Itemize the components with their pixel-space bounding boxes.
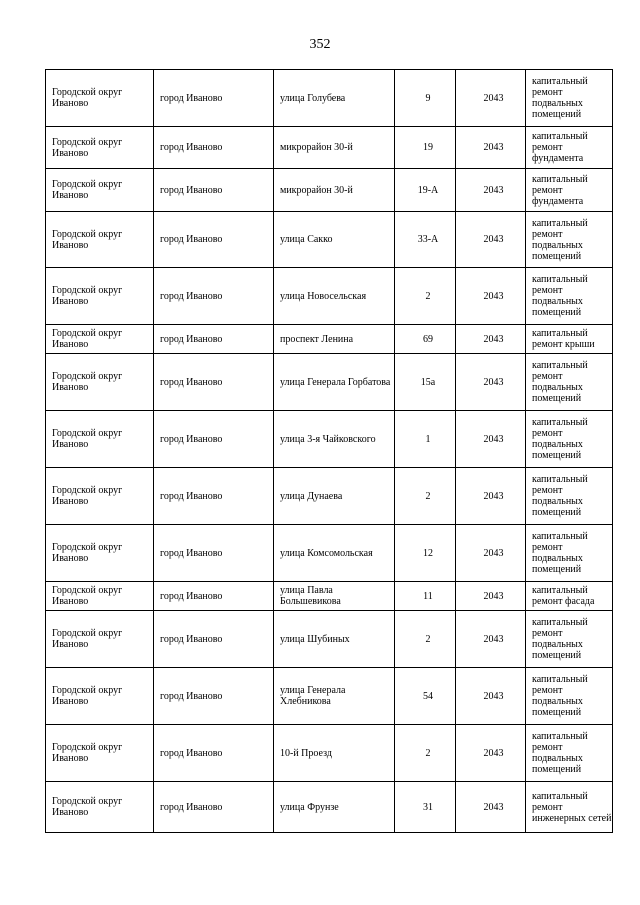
district-cell: Городской округ Иваново (46, 668, 154, 725)
year-cell: 2043 (456, 525, 526, 582)
table-row (46, 582, 613, 611)
city-cell: город Иваново (154, 169, 274, 212)
city-cell: город Иваново (154, 411, 274, 468)
street-cell: улица Новосельская (274, 268, 395, 325)
city-cell: город Иваново (154, 525, 274, 582)
table-row (46, 468, 613, 525)
registry-table (45, 69, 613, 833)
city-cell: город Иваново (154, 611, 274, 668)
street-cell: 10-й Проезд (274, 725, 395, 782)
house-number-cell: 2 (395, 725, 456, 782)
work-type-cell: капитальный ремонт подвальных помещений (526, 668, 613, 725)
year-cell: 2043 (456, 668, 526, 725)
work-type-cell: капитальный ремонт крыши (526, 325, 613, 354)
table-row (46, 725, 613, 782)
house-number-cell: 54 (395, 668, 456, 725)
house-number-cell: 19 (395, 127, 456, 169)
house-number-cell: 12 (395, 525, 456, 582)
work-type-cell: капитальный ремонт фасада (526, 582, 613, 611)
work-type-cell: капитальный ремонт подвальных помещений (526, 411, 613, 468)
work-type-cell: капитальный ремонт подвальных помещений (526, 611, 613, 668)
table-row (46, 70, 613, 127)
district-cell: Городской округ Иваново (46, 782, 154, 833)
year-cell: 2043 (456, 325, 526, 354)
year-cell: 2043 (456, 582, 526, 611)
city-cell: город Иваново (154, 668, 274, 725)
street-cell: улица Комсомольская (274, 525, 395, 582)
year-cell: 2043 (456, 127, 526, 169)
district-cell: Городской округ Иваново (46, 354, 154, 411)
year-cell: 2043 (456, 411, 526, 468)
house-number-cell: 2 (395, 611, 456, 668)
house-number-cell: 69 (395, 325, 456, 354)
house-number-cell: 19-А (395, 169, 456, 212)
year-cell: 2043 (456, 354, 526, 411)
district-cell: Городской округ Иваново (46, 212, 154, 268)
work-type-cell: капитальный ремонт подвальных помещений (526, 354, 613, 411)
district-cell: Городской округ Иваново (46, 468, 154, 525)
registry-table-body (46, 70, 613, 833)
work-type-cell: капитальный ремонт фундамента (526, 169, 613, 212)
street-cell: улица Сакко (274, 212, 395, 268)
district-cell: Городской округ Иваново (46, 611, 154, 668)
street-cell: микрорайон 30-й (274, 127, 395, 169)
work-type-cell: капитальный ремонт подвальных помещений (526, 70, 613, 127)
house-number-cell: 9 (395, 70, 456, 127)
city-cell: город Иваново (154, 212, 274, 268)
year-cell: 2043 (456, 468, 526, 525)
table-row (46, 268, 613, 325)
street-cell: улица Голубева (274, 70, 395, 127)
table-row (46, 169, 613, 212)
city-cell: город Иваново (154, 468, 274, 525)
work-type-cell: капитальный ремонт подвальных помещений (526, 725, 613, 782)
street-cell: улица Генерала Хлебникова (274, 668, 395, 725)
city-cell: город Иваново (154, 268, 274, 325)
table-row (46, 411, 613, 468)
table-row (46, 212, 613, 268)
district-cell: Городской округ Иваново (46, 70, 154, 127)
street-cell: микрорайон 30-й (274, 169, 395, 212)
district-cell: Городской округ Иваново (46, 325, 154, 354)
city-cell: город Иваново (154, 325, 274, 354)
city-cell: город Иваново (154, 127, 274, 169)
city-cell: город Иваново (154, 725, 274, 782)
city-cell: город Иваново (154, 70, 274, 127)
house-number-cell: 33-А (395, 212, 456, 268)
work-type-cell: капитальный ремонт инженерных сетей (526, 782, 613, 833)
street-cell: улица Генерала Горбатова (274, 354, 395, 411)
year-cell: 2043 (456, 268, 526, 325)
street-cell: улица Дунаева (274, 468, 395, 525)
work-type-cell: капитальный ремонт подвальных помещений (526, 468, 613, 525)
district-cell: Городской округ Иваново (46, 169, 154, 212)
district-cell: Городской округ Иваново (46, 525, 154, 582)
house-number-cell: 2 (395, 468, 456, 525)
work-type-cell: капитальный ремонт подвальных помещений (526, 212, 613, 268)
table-row (46, 127, 613, 169)
table-row (46, 525, 613, 582)
table-row (46, 782, 613, 833)
table-row (46, 325, 613, 354)
table-row (46, 668, 613, 725)
year-cell: 2043 (456, 212, 526, 268)
year-cell: 2043 (456, 782, 526, 833)
district-cell: Городской округ Иваново (46, 411, 154, 468)
work-type-cell: капитальный ремонт фундамента (526, 127, 613, 169)
district-cell: Городской округ Иваново (46, 725, 154, 782)
work-type-cell: капитальный ремонт подвальных помещений (526, 268, 613, 325)
year-cell: 2043 (456, 70, 526, 127)
table-row (46, 354, 613, 411)
district-cell: Городской округ Иваново (46, 127, 154, 169)
table-row (46, 611, 613, 668)
district-cell: Городской округ Иваново (46, 582, 154, 611)
page-number: 352 (309, 37, 331, 52)
city-cell: город Иваново (154, 354, 274, 411)
year-cell: 2043 (456, 169, 526, 212)
year-cell: 2043 (456, 611, 526, 668)
city-cell: город Иваново (154, 582, 274, 611)
house-number-cell: 1 (395, 411, 456, 468)
street-cell: улица Фрунзе (274, 782, 395, 833)
house-number-cell: 31 (395, 782, 456, 833)
district-cell: Городской округ Иваново (46, 268, 154, 325)
street-cell: улица Павла Большевикова (274, 582, 395, 611)
street-cell: проспект Ленина (274, 325, 395, 354)
street-cell: улица 3-я Чайковского (274, 411, 395, 468)
house-number-cell: 15а (395, 354, 456, 411)
work-type-cell: капитальный ремонт подвальных помещений (526, 525, 613, 582)
street-cell: улица Шубиных (274, 611, 395, 668)
house-number-cell: 2 (395, 268, 456, 325)
house-number-cell: 11 (395, 582, 456, 611)
year-cell: 2043 (456, 725, 526, 782)
city-cell: город Иваново (154, 782, 274, 833)
